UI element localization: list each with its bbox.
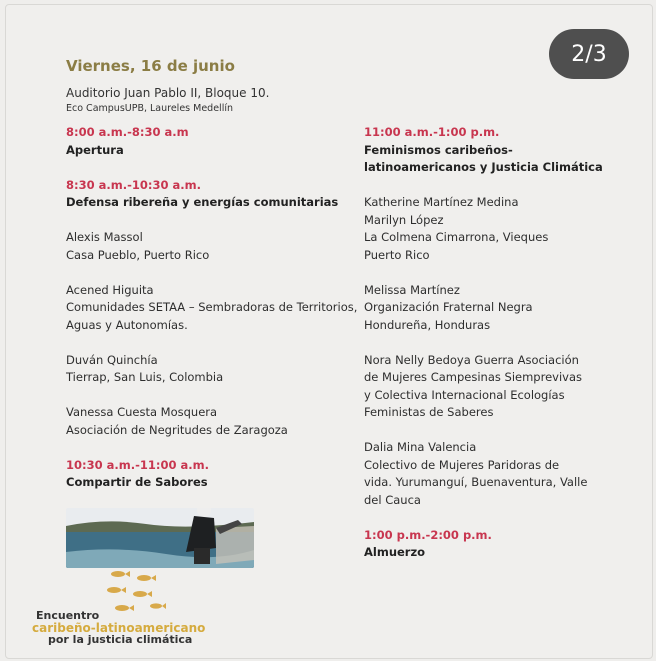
speaker-name: Duván Quinchía: [66, 352, 158, 367]
session-time: 1:00 p.m.-2:00 p.m.: [364, 527, 492, 542]
session-time: 11:00 a.m.-1:00 p.m.: [364, 125, 500, 139]
session-title: Apertura: [66, 142, 124, 157]
logo-line-3: por la justicia climática: [48, 633, 193, 646]
logo-line-2: caribeño-latinoamericano: [32, 621, 206, 635]
speaker-organization: Colectivo de Mujeres Paridoras de: [364, 457, 560, 472]
speaker-organization: Puerto Rico: [364, 247, 430, 262]
river-woman-photo: [66, 508, 254, 568]
speaker-organization: de Mujeres Campesinas Siemprevivas: [364, 370, 583, 384]
speaker-organization: Tierrap, San Luis, Colombia: [66, 370, 224, 384]
speaker-organization: vida. Yurumanguí, Buenaventura, Valle: [364, 475, 588, 489]
venue-line-2: Eco CampusUPB, Laureles Medellín: [66, 103, 233, 114]
schedule-left-column: [66, 124, 366, 492]
session-title: latinoamericanos y Justicia Climática: [364, 160, 603, 174]
schedule-right-column: [364, 124, 604, 562]
speaker-organization: Casa Pueblo, Puerto Rico: [66, 247, 210, 262]
venue-line-1: Auditorio Juan Pablo II, Bloque 10.: [66, 86, 270, 100]
speaker-organization: La Colmena Cimarrona, Vieques: [364, 230, 549, 244]
page-indicator-badge: 2/3: [549, 29, 629, 79]
speaker-organization: Comunidades SETAA – Sembradoras de Territorios,: [66, 300, 358, 314]
speaker-name: Acened Higuita: [66, 282, 154, 297]
speaker-name: Vanessa Cuesta Mosquera: [66, 405, 218, 419]
session-time: 10:30 a.m.-11:00 a.m.: [66, 457, 209, 472]
event-date: Viernes, 16 de junio: [66, 57, 235, 75]
speaker-organization: Asociación de Negritudes de Zaragoza: [66, 422, 288, 437]
session-title: Defensa ribereña y energías comunitarias: [66, 195, 339, 209]
session-title: Almuerzo: [364, 545, 426, 559]
speaker-name: Nora Nelly Bedoya Guerra Asociación: [364, 352, 579, 367]
speaker-organization: Feministas de Saberes: [364, 405, 494, 419]
speaker-organization: del Cauca: [364, 492, 421, 507]
event-logo: [32, 610, 205, 646]
speaker-organization: y Colectiva Internacional Ecologías: [364, 387, 565, 402]
session-time: 8:00 a.m.-8:30 a.m: [66, 125, 189, 139]
speaker-organization: Aguas y Autonomías.: [66, 317, 188, 332]
session-title: Feminismos caribeños-: [364, 142, 513, 157]
speaker-name: Katherine Martínez Medina: [364, 195, 519, 209]
session-time: 8:30 a.m.-10:30 a.m.: [66, 177, 201, 192]
speaker-organization: Hondureña, Honduras: [364, 317, 491, 332]
speaker-name: Melissa Martínez: [364, 282, 460, 297]
logo-line-1: Encuentro: [36, 609, 100, 622]
fish-illustration: [100, 568, 180, 616]
speaker-name: Alexis Massol: [66, 230, 143, 244]
speaker-organization: Organización Fraternal Negra: [364, 300, 533, 314]
speaker-name: Dalia Mina Valencia: [364, 440, 477, 454]
session-title: Compartir de Sabores: [66, 475, 208, 489]
speaker-name: Marilyn López: [364, 212, 444, 227]
